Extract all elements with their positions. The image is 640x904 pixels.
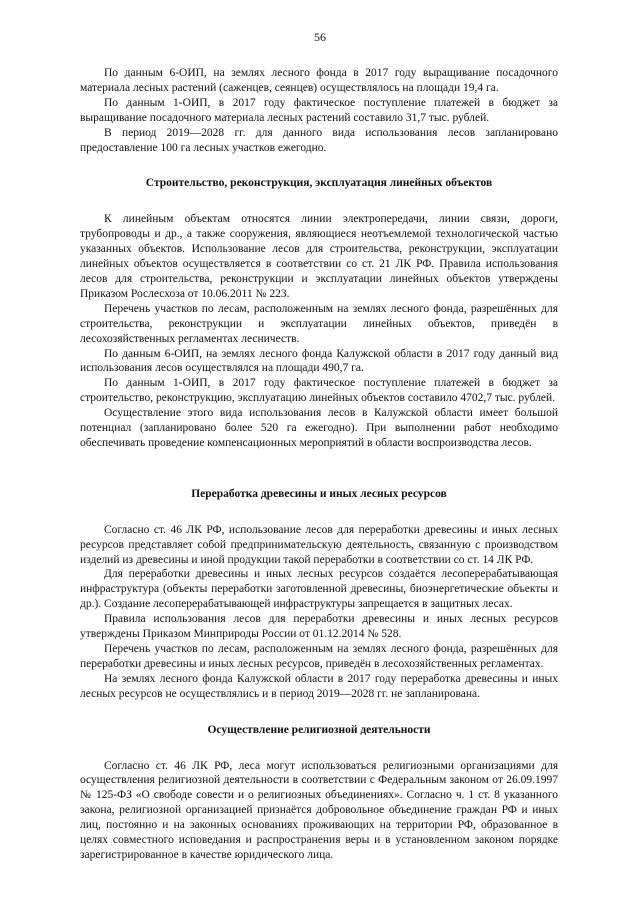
paragraph: Для переработки древесины и иных лесных ресурсов создаётся лесоперерабатывающая инфраструктура (объекты переработки заготовленной древесины, биоэнергетические объекты и др.). Создание лесоперерабатывающей инфраструктуры запрещается в защитных лесах. xyxy=(80,568,558,611)
paragraph: По данным 1-ОИП, в 2017 году фактическое поступление платежей в бюджет за строительство, реконструкцию, эксплуатацию линейных объектов составило 4702,7 тыс. рублей. xyxy=(80,377,558,405)
paragraph: По данным 6-ОИП, на землях лесного фонда в 2017 году выращивание посадочного материала лесных растений (саженцев, сеянцев) осуществлялось на площади 19,4 га. xyxy=(80,67,558,94)
paragraph: Согласно ст. 46 ЛК РФ, использование лесов для переработки древесины и иных лесных ресурсов представляет собой предпринимательскую деятельность, связанную с производством изделий из древесины и иной продукции такой переработки в соответствии со ст. 14 ЛК РФ. xyxy=(80,523,558,566)
paragraph: Перечень участков по лесам, расположенным на землях лесного фонда, разрешённых для строительства, реконструкции и эксплуатации линейных объектов, приведён в лесохозяйственных регламентах лесничеств. xyxy=(80,302,558,345)
paragraph: По данным 1-ОИП, в 2017 году фактическое поступление платежей в бюджет за выращивание посадочного материала лесных растений составило 31,7 тыс. рублей. xyxy=(80,96,558,124)
paragraph: На землях лесного фонда Калужской области в 2017 году переработка древесины и иных лесных ресурсов не осуществлялись и в период 2019—2028 гг. не запланирована. xyxy=(80,672,558,700)
section-heading-linear-objects: Строительство, реконструкция, эксплуатация линейных объектов xyxy=(145,177,493,190)
document-body xyxy=(80,66,558,863)
section-heading-wood-processing: Переработка древесины и иных лесных ресурсов xyxy=(191,487,447,500)
paragraph: Перечень участков по лесам, расположенным на землях лесного фонда, разрешённых для переработки древесины и иных лесных ресурсов, приведён в лесохозяйственных регламентах. xyxy=(80,643,558,670)
paragraph: Осуществление этого вида использования лесов в Калужской области имеет большой потенциал (запланировано более 520 га ежегодно). При выполнении работ необходимо обеспечивать проведение компенсационных мероприятий в области воспроизводства лесов. xyxy=(80,407,558,449)
section-heading-religious-activity: Осуществление религиозной деятельности xyxy=(207,723,431,736)
paragraph: Согласно ст. 46 ЛК РФ, леса могут использоваться религиозными организациями для осуществления религиозной деятельности в соответствии с Федеральным законом от 26.09.1997 № 125-ФЗ «О свободе совести и о религиозных объединениях». Согласно ч. 1 ст. 8 указанного закона, религиозной организацией признаётся добровольное объединение граждан РФ и иных лиц, постоянно и на законных основаниях проживающих на территории РФ, образованное в целях совместного исповедания и распространения веры и в установленном законом порядке зарегистрированное в качестве юридического лица. xyxy=(80,759,558,861)
paragraph: В период 2019—2028 гг. для данного вида использования лесов запланировано предоставление 100 га лесных участков ежегодно. xyxy=(80,126,558,154)
page-number: 56 xyxy=(314,30,326,44)
paragraph: По данным 6-ОИП, на землях лесного фонда Калужской области в 2017 году данный вид использования лесов осуществлялся на площади 490,7 га. xyxy=(80,347,558,375)
paragraph: Правила использования лесов для переработки древесины и иных лесных ресурсов утверждены Приказом Минприроды России от 01.12.2014 № 528. xyxy=(80,613,558,641)
paragraph: К линейным объектам относятся линии электропередачи, линии связи, дороги, трубопроводы и др., а также сооружения, являющиеся неотъемлемой технологической частью указанных объектов. Использование лесов для строительства, реконструкции, эксплуатации линейных объектов осуществляется в соответствии со ст. 21 ЛК РФ. Правила использования лесов для строительства, реконструкции и эксплуатации линейных объектов утверждены Приказом Рослесхоза от 10.06.2011 № 223. xyxy=(80,213,558,300)
